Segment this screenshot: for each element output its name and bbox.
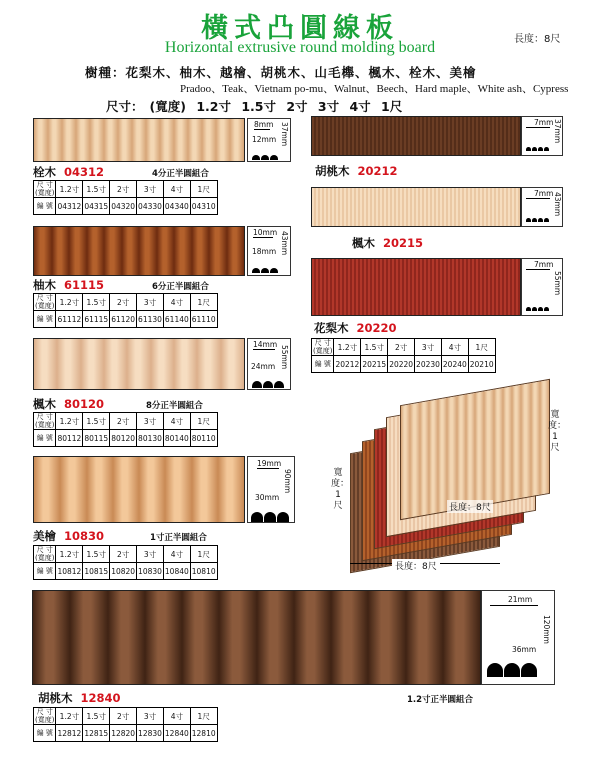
size-list-label: 尺寸：	[106, 99, 144, 114]
rib	[139, 457, 165, 522]
size-cell: 4寸	[163, 708, 190, 725]
code-cell: 80140	[163, 430, 190, 447]
code-cell: 80112	[56, 430, 83, 447]
product-code: 20215	[383, 236, 424, 250]
code-cell: 04315	[83, 198, 110, 215]
dim-total-label: 43mm	[553, 192, 562, 217]
code-cell: 04320	[110, 198, 137, 215]
stack-width-label-left: 寬度：1尺	[331, 468, 350, 511]
board-image-04312	[33, 118, 245, 162]
size-cell: 2寸	[110, 294, 137, 311]
board-image-20220	[311, 258, 521, 316]
rib	[132, 119, 146, 161]
size-cell: 1.2寸	[56, 413, 83, 430]
board-image-61115	[33, 226, 245, 276]
size-cell: 3寸	[415, 339, 442, 356]
product-title-20212	[315, 163, 398, 179]
code-cell: 04330	[137, 198, 164, 215]
size-header-sublabel: (寬度)	[35, 302, 55, 310]
spec-code-row	[34, 198, 218, 215]
size-cell: 2寸	[110, 413, 137, 430]
product-title-10830	[33, 528, 104, 544]
rib	[257, 591, 294, 684]
rib	[127, 339, 150, 389]
size-cell: 1尺	[190, 413, 217, 430]
rib	[104, 339, 127, 389]
product-title-04312	[33, 164, 104, 180]
stack-width-label-right: 寬度：1尺	[548, 410, 567, 453]
page-title: 橫式凸圓線板	[201, 13, 399, 44]
code-header-cell: 編 號	[312, 356, 334, 373]
code-header-cell: 編 號	[34, 311, 56, 328]
rib	[447, 396, 456, 511]
code-cell: 12815	[83, 725, 110, 742]
code-cell: 04312	[56, 198, 83, 215]
size-cell: 1.5寸	[83, 546, 110, 563]
profile-diagram-80120	[247, 338, 291, 390]
rib	[104, 119, 118, 161]
code-cell: 12830	[137, 725, 164, 742]
product-note: 4分正半圓組合	[152, 169, 209, 179]
size-header-sublabel: (寬度)	[35, 554, 55, 562]
code-cell: 61130	[137, 311, 164, 328]
size-header-sublabel: (寬度)	[35, 189, 55, 197]
rib	[443, 591, 480, 684]
dim-total-label: 55mm	[553, 271, 562, 296]
product-name: 楓木	[33, 397, 56, 411]
code-cell: 80130	[137, 430, 164, 447]
dim-width-label: 19mm	[257, 459, 282, 468]
stack-length-label-inner: 長度：8尺	[447, 500, 493, 513]
board-image-20215	[311, 187, 521, 227]
rib	[151, 339, 174, 389]
product-title-20215	[352, 235, 423, 251]
spec-code-row	[34, 311, 218, 328]
rib	[438, 398, 447, 513]
rib	[57, 339, 80, 389]
rib	[406, 591, 443, 684]
rib	[104, 227, 122, 275]
product-note: 1寸正半圓組合	[150, 533, 207, 543]
board-image-12840	[32, 590, 481, 685]
size-cell: 4寸	[163, 546, 190, 563]
rib	[52, 227, 70, 275]
length-note: 長度：8尺	[514, 34, 561, 45]
product-code: 61115	[64, 278, 105, 292]
size-header-label: 尺 寸	[36, 181, 53, 189]
rib	[484, 390, 493, 505]
profile-diagram-10830	[247, 456, 295, 523]
code-cell: 04340	[163, 198, 190, 215]
board-image-10830	[33, 456, 245, 523]
spec-size-row	[312, 339, 496, 356]
code-cell: 10812	[56, 563, 83, 580]
code-header-cell: 編 號	[34, 563, 56, 580]
size-cell: 1.5寸	[83, 181, 110, 198]
dim-total-label: 37mm	[553, 119, 562, 144]
profile-diagram-20212	[521, 116, 563, 156]
spec-table-12840	[33, 707, 218, 742]
dim-width-label: 14mm	[253, 340, 278, 349]
size-header-label: 尺 寸	[314, 339, 331, 347]
rib	[475, 391, 484, 506]
product-name: 胡桃木	[38, 691, 73, 705]
rib	[33, 591, 70, 684]
size-cell: 1尺	[190, 294, 217, 311]
product-name: 胡桃木	[315, 164, 350, 178]
stack-length-label-bottom: 長度：8尺	[392, 559, 440, 572]
code-cell: 04310	[190, 198, 217, 215]
size-cell: 1.5寸	[361, 339, 388, 356]
code-cell: 20210	[468, 356, 495, 373]
board-image-80120	[33, 338, 245, 390]
product-note: 1.2寸正半圓組合	[407, 695, 474, 705]
code-header-cell: 編 號	[34, 198, 56, 215]
spec-table-80120	[33, 412, 218, 447]
rib	[192, 227, 210, 275]
dim-total-label: 43mm	[280, 231, 289, 256]
rib	[146, 119, 160, 161]
page-subtitle: Horizontal extrusive round molding board	[164, 39, 436, 56]
rib	[165, 457, 191, 522]
code-cell: 61140	[163, 311, 190, 328]
size-cell: 2寸	[388, 339, 415, 356]
rib	[174, 227, 192, 275]
code-cell: 20220	[388, 356, 415, 373]
rib	[48, 119, 62, 161]
rib	[34, 227, 52, 275]
species-list-en: Pradoo、Teak、Vietnam po-mu、Walnut、Beech、Hard maple、White ash、Cypress	[180, 83, 569, 95]
spec-table-20220	[311, 338, 496, 373]
product-code: 10830	[64, 529, 105, 543]
dim-height-label: 30mm	[255, 493, 280, 502]
spec-size-row	[34, 294, 218, 311]
code-cell: 20215	[361, 356, 388, 373]
size-header-sublabel: (寬度)	[35, 421, 55, 429]
code-cell: 10815	[83, 563, 110, 580]
size-cell: 3寸	[137, 708, 164, 725]
code-cell: 20212	[334, 356, 361, 373]
board-image-20212	[311, 116, 521, 156]
size-cell: 2寸	[110, 181, 137, 198]
size-cell: 3寸	[137, 294, 164, 311]
size-cell: 1尺	[468, 339, 495, 356]
spec-table-61115	[33, 293, 218, 328]
size-cell: 2寸	[110, 546, 137, 563]
profile-diagram-20215	[521, 187, 563, 227]
rib	[197, 339, 220, 389]
spec-code-row	[34, 725, 218, 742]
product-title-20220	[314, 320, 397, 336]
spec-code-row	[34, 430, 218, 447]
size-item: 3寸	[317, 99, 340, 114]
size-header-cell	[312, 339, 334, 356]
rib	[139, 227, 157, 275]
size-item: 4寸	[349, 99, 371, 114]
size-header-cell	[34, 413, 56, 430]
rib	[70, 591, 107, 684]
rib	[62, 119, 76, 161]
rib	[118, 119, 132, 161]
size-cell: 1.5寸	[83, 294, 110, 311]
product-name: 美檜	[33, 529, 56, 543]
size-item: 1.5寸	[241, 99, 276, 114]
product-code: 04312	[64, 165, 105, 179]
product-name: 楓木	[352, 236, 375, 250]
product-note: 6分正半圓組合	[152, 282, 209, 292]
rib	[87, 457, 113, 522]
size-cell: 4寸	[163, 413, 190, 430]
size-list-paren: (寬度)	[149, 99, 186, 114]
spec-size-row	[34, 413, 218, 430]
spec-size-row	[34, 181, 218, 198]
rib	[188, 119, 202, 161]
product-title-80120	[33, 396, 104, 412]
rib	[174, 339, 197, 389]
dim-total-label: 55mm	[280, 345, 289, 370]
spec-table-04312	[33, 180, 218, 215]
rib	[457, 395, 466, 510]
size-header-label: 尺 寸	[36, 413, 53, 421]
size-cell: 1.2寸	[56, 294, 83, 311]
spec-size-row	[34, 546, 218, 563]
product-note: 8分正半圓組合	[146, 401, 203, 411]
dim-width-label: 10mm	[253, 228, 278, 237]
rib	[192, 457, 218, 522]
rib	[108, 591, 145, 684]
dim-width-label: 8mm	[254, 120, 274, 129]
profile-diagram-61115	[247, 226, 291, 276]
rib	[69, 227, 87, 275]
code-cell: 61110	[190, 311, 217, 328]
spec-code-row	[34, 563, 218, 580]
rib	[81, 339, 104, 389]
dim-height-label: 12mm	[252, 135, 277, 144]
size-cell: 1.2寸	[334, 339, 361, 356]
size-cell: 4寸	[163, 294, 190, 311]
size-item: 1.2寸	[196, 99, 231, 114]
rib	[294, 591, 331, 684]
dim-width-label: 7mm	[534, 260, 554, 269]
size-list	[106, 97, 408, 115]
rib	[174, 119, 188, 161]
rib	[34, 457, 60, 522]
rib	[466, 393, 475, 508]
rib	[60, 457, 86, 522]
dim-total-label: 120mm	[542, 615, 551, 644]
size-header-cell	[34, 294, 56, 311]
spec-table-10830	[33, 545, 218, 580]
rib	[331, 591, 368, 684]
rib	[221, 339, 244, 389]
size-cell: 2寸	[110, 708, 137, 725]
rib	[503, 386, 512, 501]
code-cell: 80110	[190, 430, 217, 447]
size-cell: 1尺	[190, 181, 217, 198]
dim-width-label: 7mm	[534, 118, 554, 127]
code-cell: 20240	[441, 356, 468, 373]
size-header-sublabel: (寬度)	[35, 716, 55, 724]
rib	[209, 227, 227, 275]
size-cell: 1.2寸	[56, 708, 83, 725]
code-cell: 12840	[163, 725, 190, 742]
rib	[90, 119, 104, 161]
product-title-12840	[38, 690, 121, 706]
rib	[76, 119, 90, 161]
profile-diagram-12840	[481, 590, 555, 685]
product-name: 柚木	[33, 278, 56, 292]
rib	[230, 119, 244, 161]
stacked-boards-illustration	[340, 380, 567, 580]
rib	[34, 119, 48, 161]
product-code: 80120	[64, 397, 105, 411]
spec-code-row	[312, 356, 496, 373]
rib	[429, 400, 438, 515]
rib	[219, 591, 256, 684]
dim-height-label: 24mm	[251, 362, 276, 371]
size-header-label: 尺 寸	[36, 546, 53, 554]
rib	[216, 119, 230, 161]
size-header-cell	[34, 546, 56, 563]
size-header-cell	[34, 181, 56, 198]
rib	[531, 382, 540, 497]
dim-height-label: 18mm	[252, 247, 277, 256]
dim-total-label: 37mm	[280, 122, 289, 147]
rib	[227, 227, 245, 275]
code-cell: 10830	[137, 563, 164, 580]
product-name: 花梨木	[314, 321, 349, 335]
rib	[182, 591, 219, 684]
dim-width-label: 7mm	[534, 189, 554, 198]
rib	[512, 385, 521, 500]
rib	[368, 591, 405, 684]
size-cell: 3寸	[137, 413, 164, 430]
code-cell: 80115	[83, 430, 110, 447]
rib	[401, 404, 410, 519]
product-code: 20212	[357, 164, 398, 178]
code-cell: 10840	[163, 563, 190, 580]
size-header-sublabel: (寬度)	[313, 347, 333, 355]
size-item: 1尺	[381, 99, 403, 114]
size-item: 2寸	[286, 99, 308, 114]
code-cell: 12810	[190, 725, 217, 742]
size-cell: 1尺	[190, 546, 217, 563]
size-cell: 1.2寸	[56, 546, 83, 563]
dim-total-label: 90mm	[283, 469, 292, 494]
size-cell: 1.5寸	[83, 708, 110, 725]
dim-height-label: 36mm	[512, 645, 537, 654]
size-header-label: 尺 寸	[36, 294, 53, 302]
rib	[122, 227, 140, 275]
code-cell: 61120	[110, 311, 137, 328]
code-cell: 20230	[415, 356, 442, 373]
product-code: 12840	[80, 691, 121, 705]
product-name: 栓木	[33, 165, 56, 179]
rib	[145, 591, 182, 684]
code-cell: 80120	[110, 430, 137, 447]
size-cell: 1.5寸	[83, 413, 110, 430]
rib	[218, 457, 244, 522]
code-cell: 61115	[83, 311, 110, 328]
dim-width-label: 21mm	[508, 595, 533, 604]
code-header-cell: 編 號	[34, 725, 56, 742]
code-cell: 10810	[190, 563, 217, 580]
code-cell: 10820	[110, 563, 137, 580]
size-cell: 3寸	[137, 181, 164, 198]
species-list-cn: 樹種：花梨木、柚木、越檜、胡桃木、山毛櫸、楓木、栓木、美檜	[85, 65, 477, 80]
rib	[410, 403, 419, 518]
size-cell: 1尺	[190, 708, 217, 725]
size-cell: 4寸	[441, 339, 468, 356]
product-code: 20220	[356, 321, 397, 335]
profile-diagram-20220	[521, 258, 563, 316]
rib	[87, 227, 105, 275]
code-cell: 12812	[56, 725, 83, 742]
size-cell: 4寸	[163, 181, 190, 198]
size-cell: 3寸	[137, 546, 164, 563]
rib	[113, 457, 139, 522]
size-header-cell	[34, 708, 56, 725]
profile-diagram-04312	[247, 118, 291, 162]
rib	[160, 119, 174, 161]
rib	[494, 388, 503, 503]
rib	[521, 383, 530, 498]
code-cell: 61112	[56, 311, 83, 328]
code-cell: 12820	[110, 725, 137, 742]
rib	[157, 227, 175, 275]
size-header-label: 尺 寸	[36, 708, 53, 716]
size-cell: 1.2寸	[56, 181, 83, 198]
rib	[34, 339, 57, 389]
rib	[420, 401, 429, 516]
spec-size-row	[34, 708, 218, 725]
code-header-cell: 編 號	[34, 430, 56, 447]
product-title-61115	[33, 277, 104, 293]
rib	[202, 119, 216, 161]
